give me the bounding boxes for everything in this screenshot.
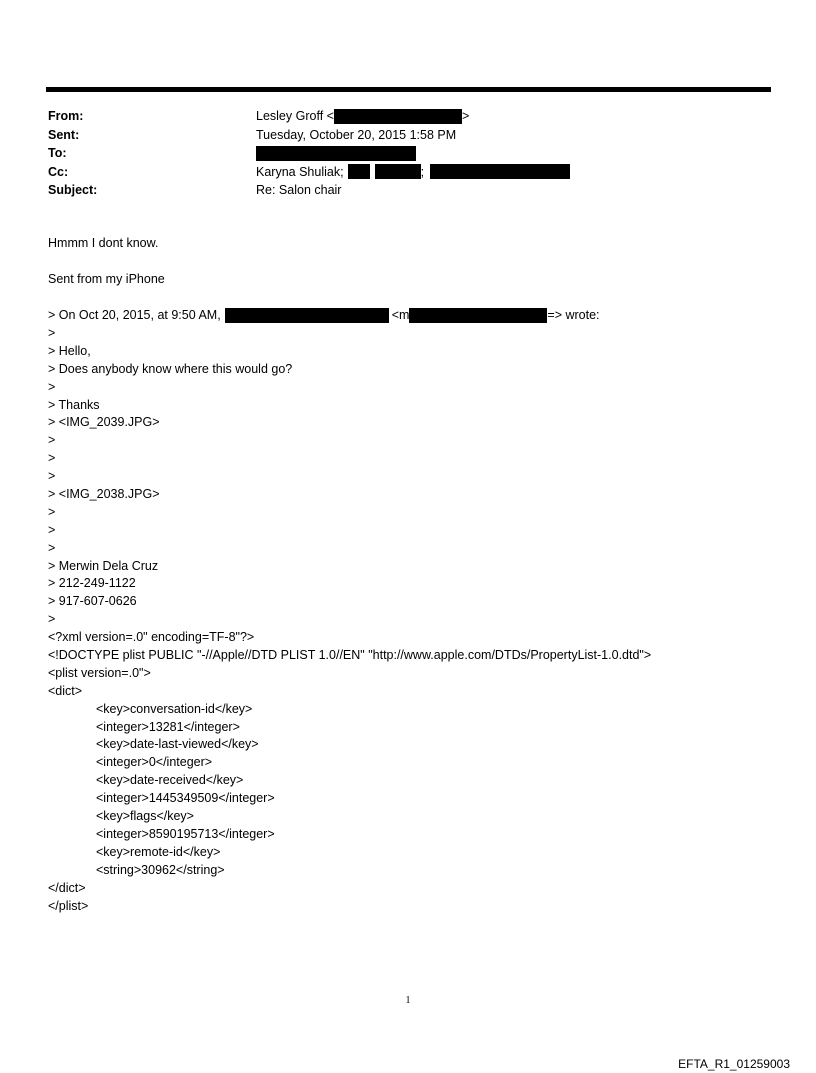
quoted-line: > 917-607-0626 <box>48 594 137 609</box>
quoted-line: > Thanks <box>48 397 100 412</box>
quoted-line: > <box>48 326 56 340</box>
xml-line: <integer>8590195713</integer> <box>96 826 275 841</box>
cc-row <box>48 163 570 182</box>
quoted-line: > Hello, <box>48 343 91 358</box>
body-line: Sent from my iPhone <box>48 272 165 286</box>
quoted-line: > <box>48 504 56 519</box>
subject-row <box>48 181 570 200</box>
quoted-line: > Does anybody know where this would go? <box>48 361 293 376</box>
redaction-box <box>409 308 547 323</box>
redaction-box <box>348 164 370 179</box>
email-body <box>48 234 651 914</box>
xml-line: <?xml version=.0" encoding=TF-8"?> <box>48 630 255 645</box>
bates-number: EFTA_R1_01259003 <box>678 1057 790 1071</box>
redaction-box <box>225 308 389 323</box>
subject-label: Subject: <box>48 183 98 197</box>
xml-line: <key>remote-id</key> <box>96 844 221 859</box>
quoted-line: > 212-249-1122 <box>48 576 136 591</box>
quoted-line: > <box>48 379 56 394</box>
quoted-line: > <IMG_2039.JPG> <box>48 415 160 430</box>
redaction-box <box>430 164 570 179</box>
quoted-line: > <box>48 540 56 555</box>
redaction-box <box>375 164 421 179</box>
quote-mid: <m <box>391 308 410 322</box>
xml-line: <plist version=.0"> <box>48 665 151 680</box>
redaction-box <box>256 146 416 161</box>
cc-value: Karyna Shuliak; <box>256 164 344 179</box>
quoted-lines <box>48 324 651 914</box>
header-rule <box>46 87 771 92</box>
sent-label: Sent: <box>48 127 80 142</box>
quoted-line: > <box>48 433 56 448</box>
email-header <box>48 107 570 200</box>
quoted-line: > <box>48 469 56 484</box>
page-number: 1 <box>405 995 411 1006</box>
from-label: From: <box>48 109 84 123</box>
xml-line: </plist> <box>48 898 89 913</box>
sent-row <box>48 126 570 145</box>
xml-line: <string>30962</string> <box>96 862 225 877</box>
xml-line: <!DOCTYPE plist PUBLIC "-//Apple//DTD PLIST 1.0//EN" "http://www.apple.com/DTDs/PropertyList-1.0.dtd"> <box>48 648 652 663</box>
quoted-line: > <box>48 451 56 466</box>
xml-line: </dict> <box>48 880 86 895</box>
quoted-line: > <IMG_2038.JPG> <box>48 487 160 502</box>
quote-prefix: > On Oct 20, 2015, at 9:50 AM, <box>48 308 221 322</box>
quoted-line: > Merwin Dela Cruz <box>48 558 159 573</box>
cc-separator: ; <box>420 164 425 179</box>
subject-value: Re: Salon chair <box>256 183 342 197</box>
xml-line: <integer>13281</integer> <box>96 719 240 734</box>
xml-line: <key>date-received</key> <box>96 773 244 788</box>
xml-line: <key>flags</key> <box>96 809 194 824</box>
from-value: Lesley Groff < <box>256 109 334 123</box>
to-label: To: <box>48 146 67 160</box>
xml-line: <integer>0</integer> <box>96 755 213 770</box>
quoted-line: > <box>48 522 56 537</box>
sent-value: Tuesday, October 20, 2015 1:58 PM <box>256 127 457 142</box>
body-line: Hmmm I dont know. <box>48 236 159 250</box>
quote-end: => wrote: <box>547 308 600 322</box>
xml-line: <key>date-last-viewed</key> <box>96 737 259 752</box>
quoted-line: > <box>48 612 56 627</box>
to-row <box>48 144 570 163</box>
xml-line: <key>conversation-id</key> <box>96 701 253 716</box>
quote-attribution <box>48 306 651 324</box>
xml-line: <integer>1445349509</integer> <box>96 791 275 806</box>
from-row <box>48 107 570 126</box>
cc-label: Cc: <box>48 164 69 179</box>
redaction-box <box>334 109 462 124</box>
from-close: > <box>461 109 470 123</box>
xml-line: <dict> <box>48 683 83 698</box>
